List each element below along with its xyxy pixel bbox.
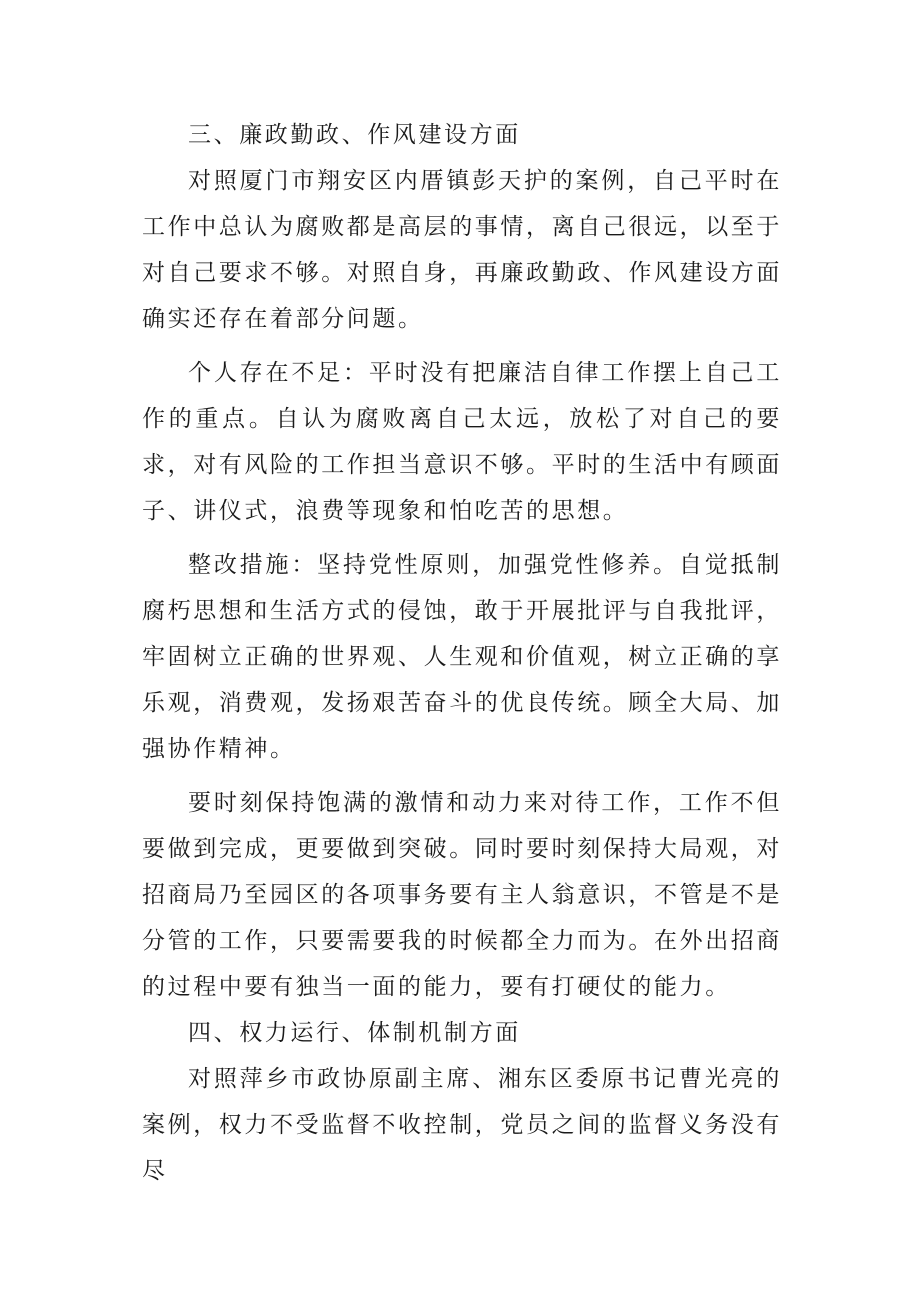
- section-heading-4: 四、权力运行、体制机制方面: [188, 1020, 521, 1046]
- document-body: [142, 112, 782, 1194]
- paragraph-work-attitude: 要时刻保持饱满的激情和动力来对待工作，工作不但要做到完成，更要做到突破。同时要时刻保持大局观，对招商局乃至园区的各项事务要有主人翁意识，不管是不是分管的工作，只要需要我的时候都全力而为。在外出招商的过程中要有独当一面的能力，要有打硬仗的能力。: [142, 790, 782, 1000]
- paragraph-case-reflection: 对照厦门市翔安区内厝镇彭天护的案例，自己平时在工作中总认为腐败都是高层的事情，离自己很远，以至于对自己要求不够。对照自身，再廉政勤政、作风建设方面确实还存在着部分问题。: [142, 168, 782, 332]
- paragraph-personal-shortcomings: 个人存在不足：平时没有把廉洁自律工作摆上自己工作的重点。自认为腐败离自己太远，放松了对自己的要求，对有风险的工作担当意识不够。平时的生活中有顾面子、讲仪式，浪费等现象和怕吃苦的思想。: [142, 360, 782, 524]
- paragraph-power-case: 对照萍乡市政协原副主席、湘东区委原书记曹光亮的案例，权力不受监督不收控制，党员之间的监督义务没有尽: [142, 1066, 782, 1184]
- section-heading-3: 三、廉政勤政、作风建设方面: [188, 122, 521, 148]
- paragraph-rectification-measures: 整改措施：坚持党性原则，加强党性修养。自觉抵制腐朽思想和生活方式的侵蚀，敢于开展批评与自我批评，牢固树立正确的世界观、人生观和价值观，树立正确的享乐观，消费观，发扬艰苦奋斗的优良传统。顾全大局、加强协作精神。: [142, 552, 782, 762]
